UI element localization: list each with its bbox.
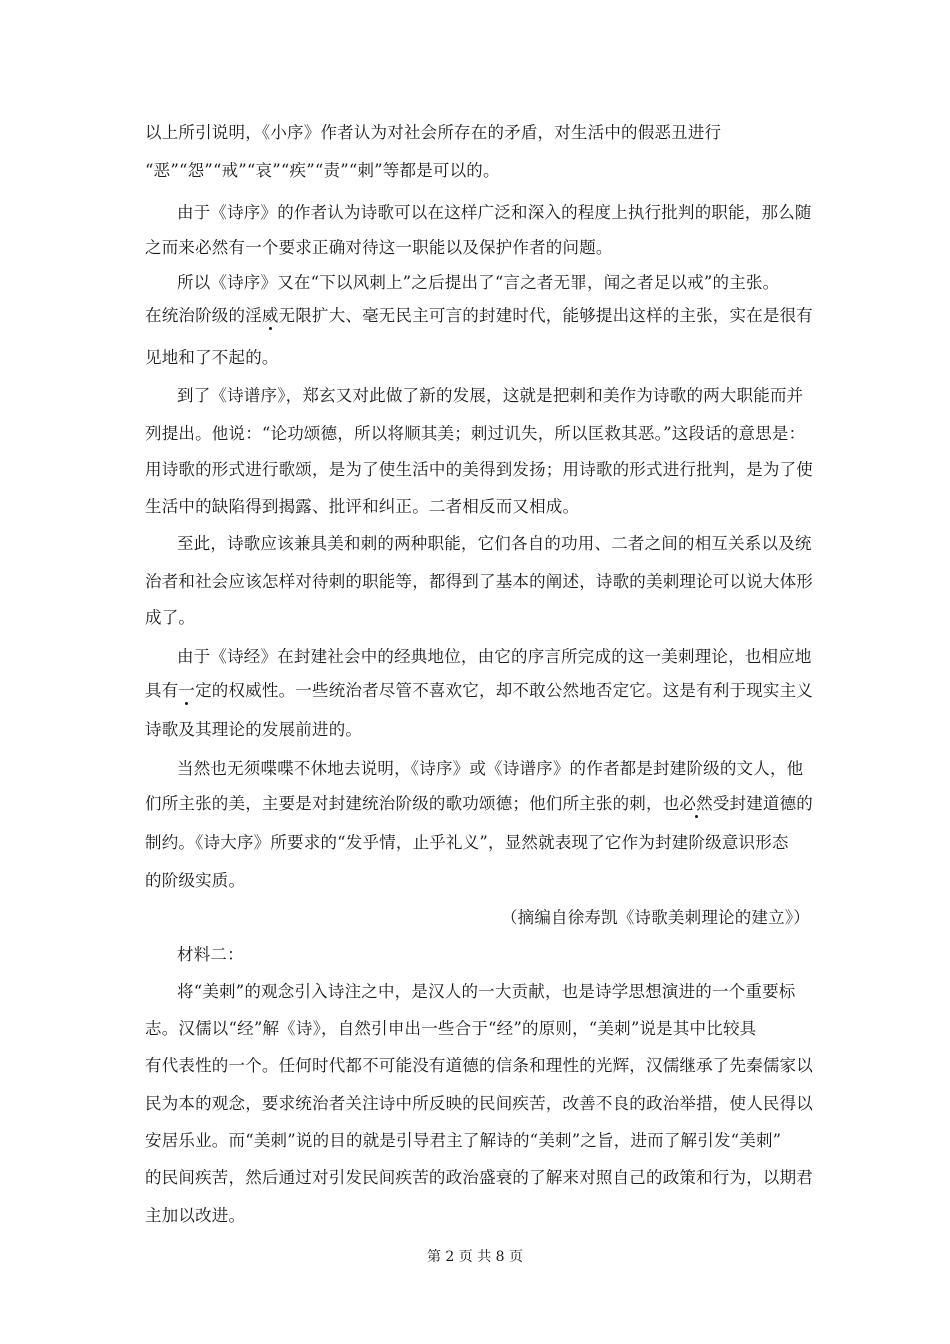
paragraph-start: 当然也无须喋喋不休地去说明，《诗序》或《诗谱序》的作者都是封建阶级的文人，他 (177, 759, 804, 778)
text-line: 的民间疾苦，然后通过对引发民间疾苦的政治盛衰的了解来对照自己的政策和行为，以期君 (145, 1168, 813, 1187)
paragraph-start: 到了《诗谱序》，郑玄又对此做了新的发展，这就是把刺和美作为诗歌的两大职能而并 (177, 386, 804, 405)
text-line: 安居乐业。而“美刺”说的目的就是引导君主了解诗的“美刺”之旨，进而了解引发“美刺” (145, 1131, 782, 1150)
text-line: “恶”“怨”“戒”“哀”“疾”“责”“刺”等都是可以的。 (145, 161, 500, 180)
text-line: 生活中的缺陷得到揭露、批评和纠正。二者相反而又相成。 (145, 497, 580, 516)
emphasis-dot: 必然 (679, 794, 713, 813)
text-line: 制约。《诗大序》所要求的“发乎情，止乎礼义”，显然就表现了它作为封建阶级意识形态 (145, 833, 789, 852)
text-line-emphasis: 具有一定的权威性。一些统治者尽管不喜欢它，却不敢公然地否定它。这是有利于现实主义 (145, 681, 814, 700)
paragraph-start: 将“美刺”的观念引入诗注之中，是汉人的一大贡献，也是诗学思想演进的一个重要标 (177, 982, 796, 1001)
text-line: 民为本的观念，要求统治者关注诗中所反映的民间疾苦，改善不良的政治举措，使人民得以 (145, 1094, 813, 1113)
text-line: 之而来必然有一个要求正确对待这一职能以及保护作者的问题。 (145, 238, 613, 257)
text-line: 有代表性的一个。任何时代都不可能没有道德的信条和理性的光辉，汉儒继承了先秦儒家以 (145, 1056, 813, 1075)
text-line-emphasis: 们所主张的美，主要是对封建统治阶级的歌功颂德；他们所主张的刺，也必然受封建道德的 (145, 794, 814, 813)
page-number-footer: 第 2 页 共 8 页 (426, 1249, 524, 1265)
text-line: 的阶级实质。 (145, 871, 246, 890)
text-line: 见地和了不起的。 (145, 348, 279, 367)
section-heading: 材料二： (177, 945, 244, 964)
paragraph-start: 由于《诗经》在封建社会中的经典地位，由它的序言所完成的这一美刺理论，也相应地 (177, 647, 812, 666)
paragraph-start: 所以《诗序》又在“下以风刺上”之后提出了“言之者无罪，闻之者足以戒”的主张。 (177, 273, 780, 292)
text-line: 主加以改进。 (145, 1206, 246, 1225)
text-line: 成了。 (145, 608, 196, 627)
paragraph-start: 由于《诗序》的作者认为诗歌可以在这样广泛和深入的程度上执行批判的职能，那么随 (177, 203, 812, 222)
text-line: 列提出。他说：“论功颂德，所以将顺其美；刺过讥失，所以匡救其恶。”这段话的意思是： (145, 424, 806, 443)
text-line: 以上所引说明，《小序》作者认为对社会所存在的矛盾，对生活中的假恶丑进行 (145, 123, 722, 142)
emphasis-dot: 一 (178, 681, 196, 700)
emphasis-dot: 威 (261, 306, 279, 325)
paragraph-start: 至此，诗歌应该兼具美和刺的两种职能，它们各自的功用、二者之间的相互关系以及统 (177, 534, 812, 553)
source-citation: （摘编自徐寿凯《诗歌美刺理论的建立》） (500, 908, 810, 927)
text-line: 治者和社会应该怎样对待刺的职能等，都得到了基本的阐述，诗歌的美刺理论可以说大体形 (145, 572, 813, 591)
text-line: 用诗歌的形式进行歌颂，是为了使生活中的美得到发扬；用诗歌的形式进行批判，是为了使 (145, 460, 813, 479)
text-line-emphasis: 在统治阶级的淫威无限扩大、毫无民主可言的封建时代，能够提出这样的主张，实在是很有 (145, 306, 814, 325)
text-line: 志。汉儒以“经”解《诗》，自然引申出一些合于“经”的原则，“美刺”说是其中比较具 (145, 1019, 757, 1038)
text-line: 诗歌及其理论的发展前进的。 (145, 720, 363, 739)
